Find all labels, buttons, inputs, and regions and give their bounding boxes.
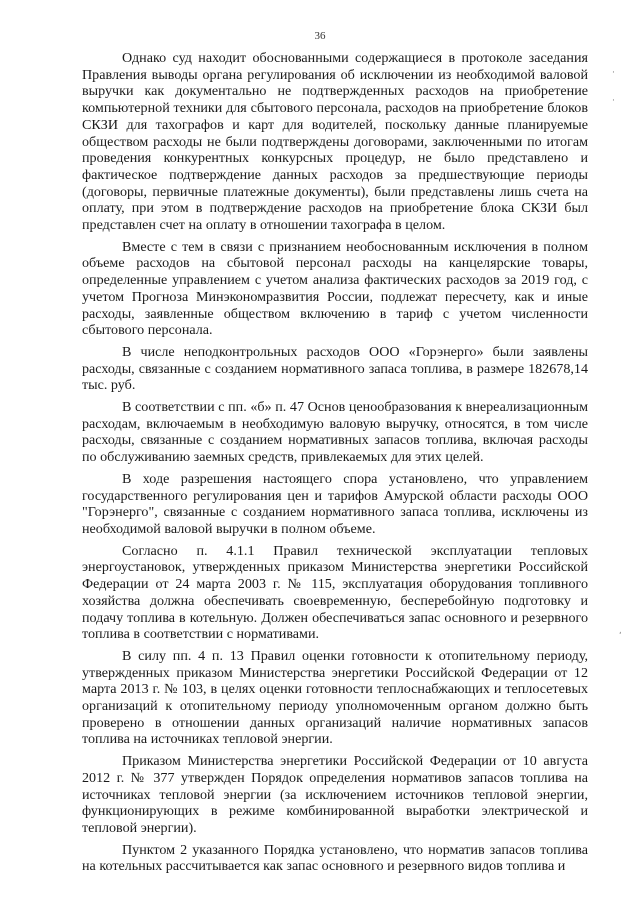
paragraph: Вместе с тем в связи с признанием необоснованным исключения в полном объеме расходов на сбытовой персонал расходы на канцелярские товары, определенные управлением с учетом анализа фактических расходов за 2019 год, с учетом Прогноза Минэкономразвития России, подлежат пересчету, как и иные расходы, заявленные обществом включению в тариф с учетом численности сбытового персонала.: [82, 238, 588, 339]
paragraph: В ходе разрешения настоящего спора установлено, что управлением государственного регулирования цен и тарифов Амурской области расходы ООО "Горэнерго", связанные с созданием нормативного запаса топлива, исключены из необходимой валовой выручки в полном объеме.: [82, 470, 588, 537]
paragraph: В соответствии с пп. «б» п. 47 Основ ценообразования к внереализационным расходам, включаемым в необходимую валовую выручку, относятся, в том числе расходы, связанные с созданием нормативных запасов топлива, включая расходы по обслуживанию заемных средств, привлекаемых для этих целей.: [82, 399, 588, 466]
scan-speck: ·: [612, 68, 615, 78]
document-body: [82, 50, 588, 880]
paragraph: Согласно п. 4.1.1 Правил технической эксплуатации тепловых энергоустановок, утвержденных приказом Министерства энергетики Российской Федерации от 24 марта 2003 г. № 115, эксплуатация оборудования топливного хозяйства должна обеспечивать своевременную, бесперебойную подготовку и подачу топлива в котельную. Должен обеспечиваться запас основного и резервного топлива в соответствии с нормативами.: [82, 542, 588, 643]
paragraph: В числе неподконтрольных расходов ООО «Горэнерго» были заявлены расходы, связанные с созданием нормативного запаса топлива, в размере 182678,14 тыс. руб.: [82, 343, 588, 394]
paragraph: Однако суд находит обоснованными содержащиеся в протоколе заседания Правления выводы органа регулирования об исключении из необходимой валовой выручки как документально не подтвержденных расходов на приобретение компьютерной техники для сбытового персонала, расходов на приобретение блоков СКЗИ для тахографов и карт для водителей, поскольку данные планируемые обществом расходы не были подтверждены договорами, заключенными по итогам проведения конкурентных конкурсных процедур, не было представлено и фактическое подтверждение данных расходов за предшествующие периоды (договоры, первичные платежные документы), были представлены лишь счета на оплату, при этом в подтверждение расходов на приобретение блока СКЗИ был представлен счет на оплату в отношении тахографа в целом.: [82, 50, 588, 234]
paragraph: Приказом Министерства энергетики Российской Федерации от 10 августа 2012 г. № 377 утвержден Порядок определения нормативов запасов топлива на источниках тепловой энергии (за исключением источников тепловой энергии, функционирующих в режиме комбинированной выработки электрической и тепловой энергии).: [82, 753, 588, 836]
paragraph: В силу пп. 4 п. 13 Правил оценки готовности к отопительному периоду, утвержденных приказом Министерства энергетики Российской Федерации от 12 марта 2013 г. № 103, в целях оценки готовности теплоснабжающих и теплосетевых организаций к отопительному периоду уполномоченным органом должно быть проверено в отношении данных организаций наличие нормативных запасов топлива на источниках тепловой энергии.: [82, 647, 588, 748]
page-number: 36: [314, 30, 326, 42]
scan-speck: ʹ: [619, 632, 622, 642]
scan-speck: ·: [612, 96, 615, 106]
paragraph: Пунктом 2 указанного Порядка установлено, что норматив запасов топлива на котельных рассчитывается как запас основного и резервного видов топлива и: [82, 841, 588, 875]
